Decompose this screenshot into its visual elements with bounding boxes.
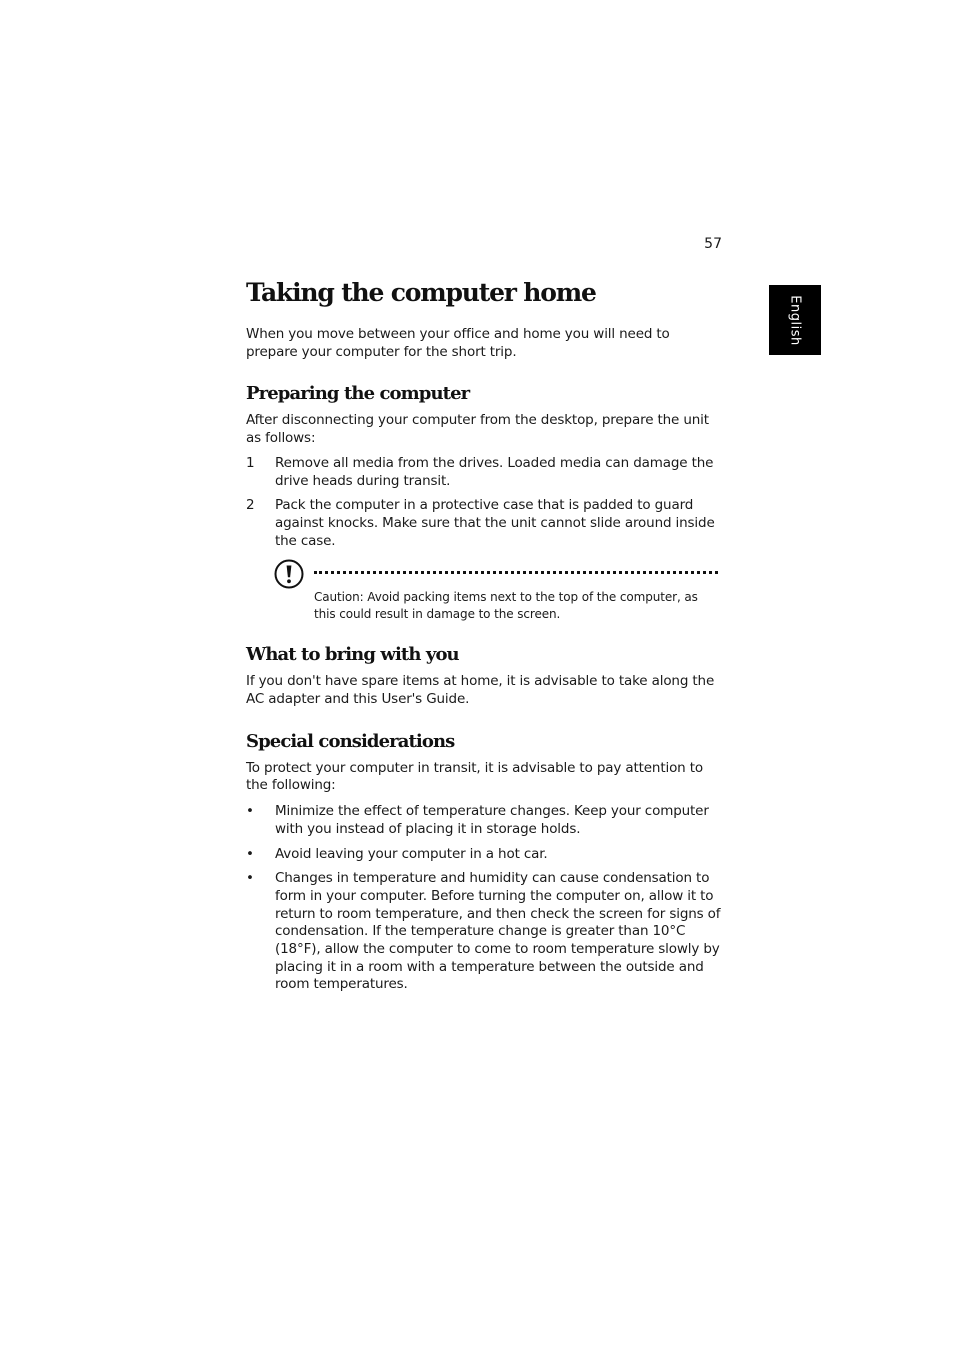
preparing-intro: After disconnecting your computer from the desktop, prepare the unit as follows: xyxy=(246,412,709,447)
list-marker: 1 xyxy=(246,454,255,471)
page-number: 57 xyxy=(704,236,722,252)
intro-paragraph: When you move between your office and home you will need to prepare your computer for the short trip. xyxy=(246,326,670,360)
list-item-text: Avoid leaving your computer in a hot car. xyxy=(275,845,548,862)
list-item xyxy=(246,497,722,550)
caution-icon xyxy=(274,559,304,589)
bullet-marker: • xyxy=(246,845,254,862)
list-item-text: Minimize the effect of temperature changes. Keep your computer with you instead of placing it in storage holds. xyxy=(275,803,709,837)
list-item xyxy=(246,870,722,994)
section-heading-special: Special considerations xyxy=(246,730,455,752)
list-item-text: Changes in temperature and humidity can cause condensation to form in your computer. Before turning the computer on, allow it to return to room temperature, and then check the screen for signs of condensation. If the temperature change is greater than 10°C (18°F), allow the computer to come to room temperature slowly by placing it in a room with a temperature between the outside and room temperatures. xyxy=(275,870,721,993)
caution-text: Caution: Avoid packing items next to the top of the computer, as this could result in damage to the screen. xyxy=(314,590,698,621)
caution-divider xyxy=(314,571,718,574)
section-heading-bring: What to bring with you xyxy=(246,644,459,666)
list-item xyxy=(246,455,722,490)
section-heading-preparing: Preparing the computer xyxy=(246,383,470,405)
bullet-marker: • xyxy=(246,870,254,887)
page-content xyxy=(246,278,722,994)
language-tab-label: English xyxy=(787,294,803,346)
list-item xyxy=(246,803,722,838)
bring-paragraph: If you don't have spare items at home, it is advisable to take along the AC adapter and this User's Guide. xyxy=(246,673,715,708)
list-item-text: Pack the computer in a protective case that is padded to guard against knocks. Make sure that the unit cannot slide around inside the case. xyxy=(275,497,715,549)
page-title: Taking the computer home xyxy=(246,278,596,307)
bullet-marker: • xyxy=(246,803,254,820)
special-intro: To protect your computer in transit, it is advisable to pay attention to the following: xyxy=(246,759,703,794)
list-item-text: Remove all media from the drives. Loaded media can damage the drive heads during transit. xyxy=(275,454,714,489)
caution-note xyxy=(274,559,722,622)
list-item xyxy=(246,846,722,864)
list-marker: 2 xyxy=(246,497,255,514)
language-tab xyxy=(769,285,821,355)
